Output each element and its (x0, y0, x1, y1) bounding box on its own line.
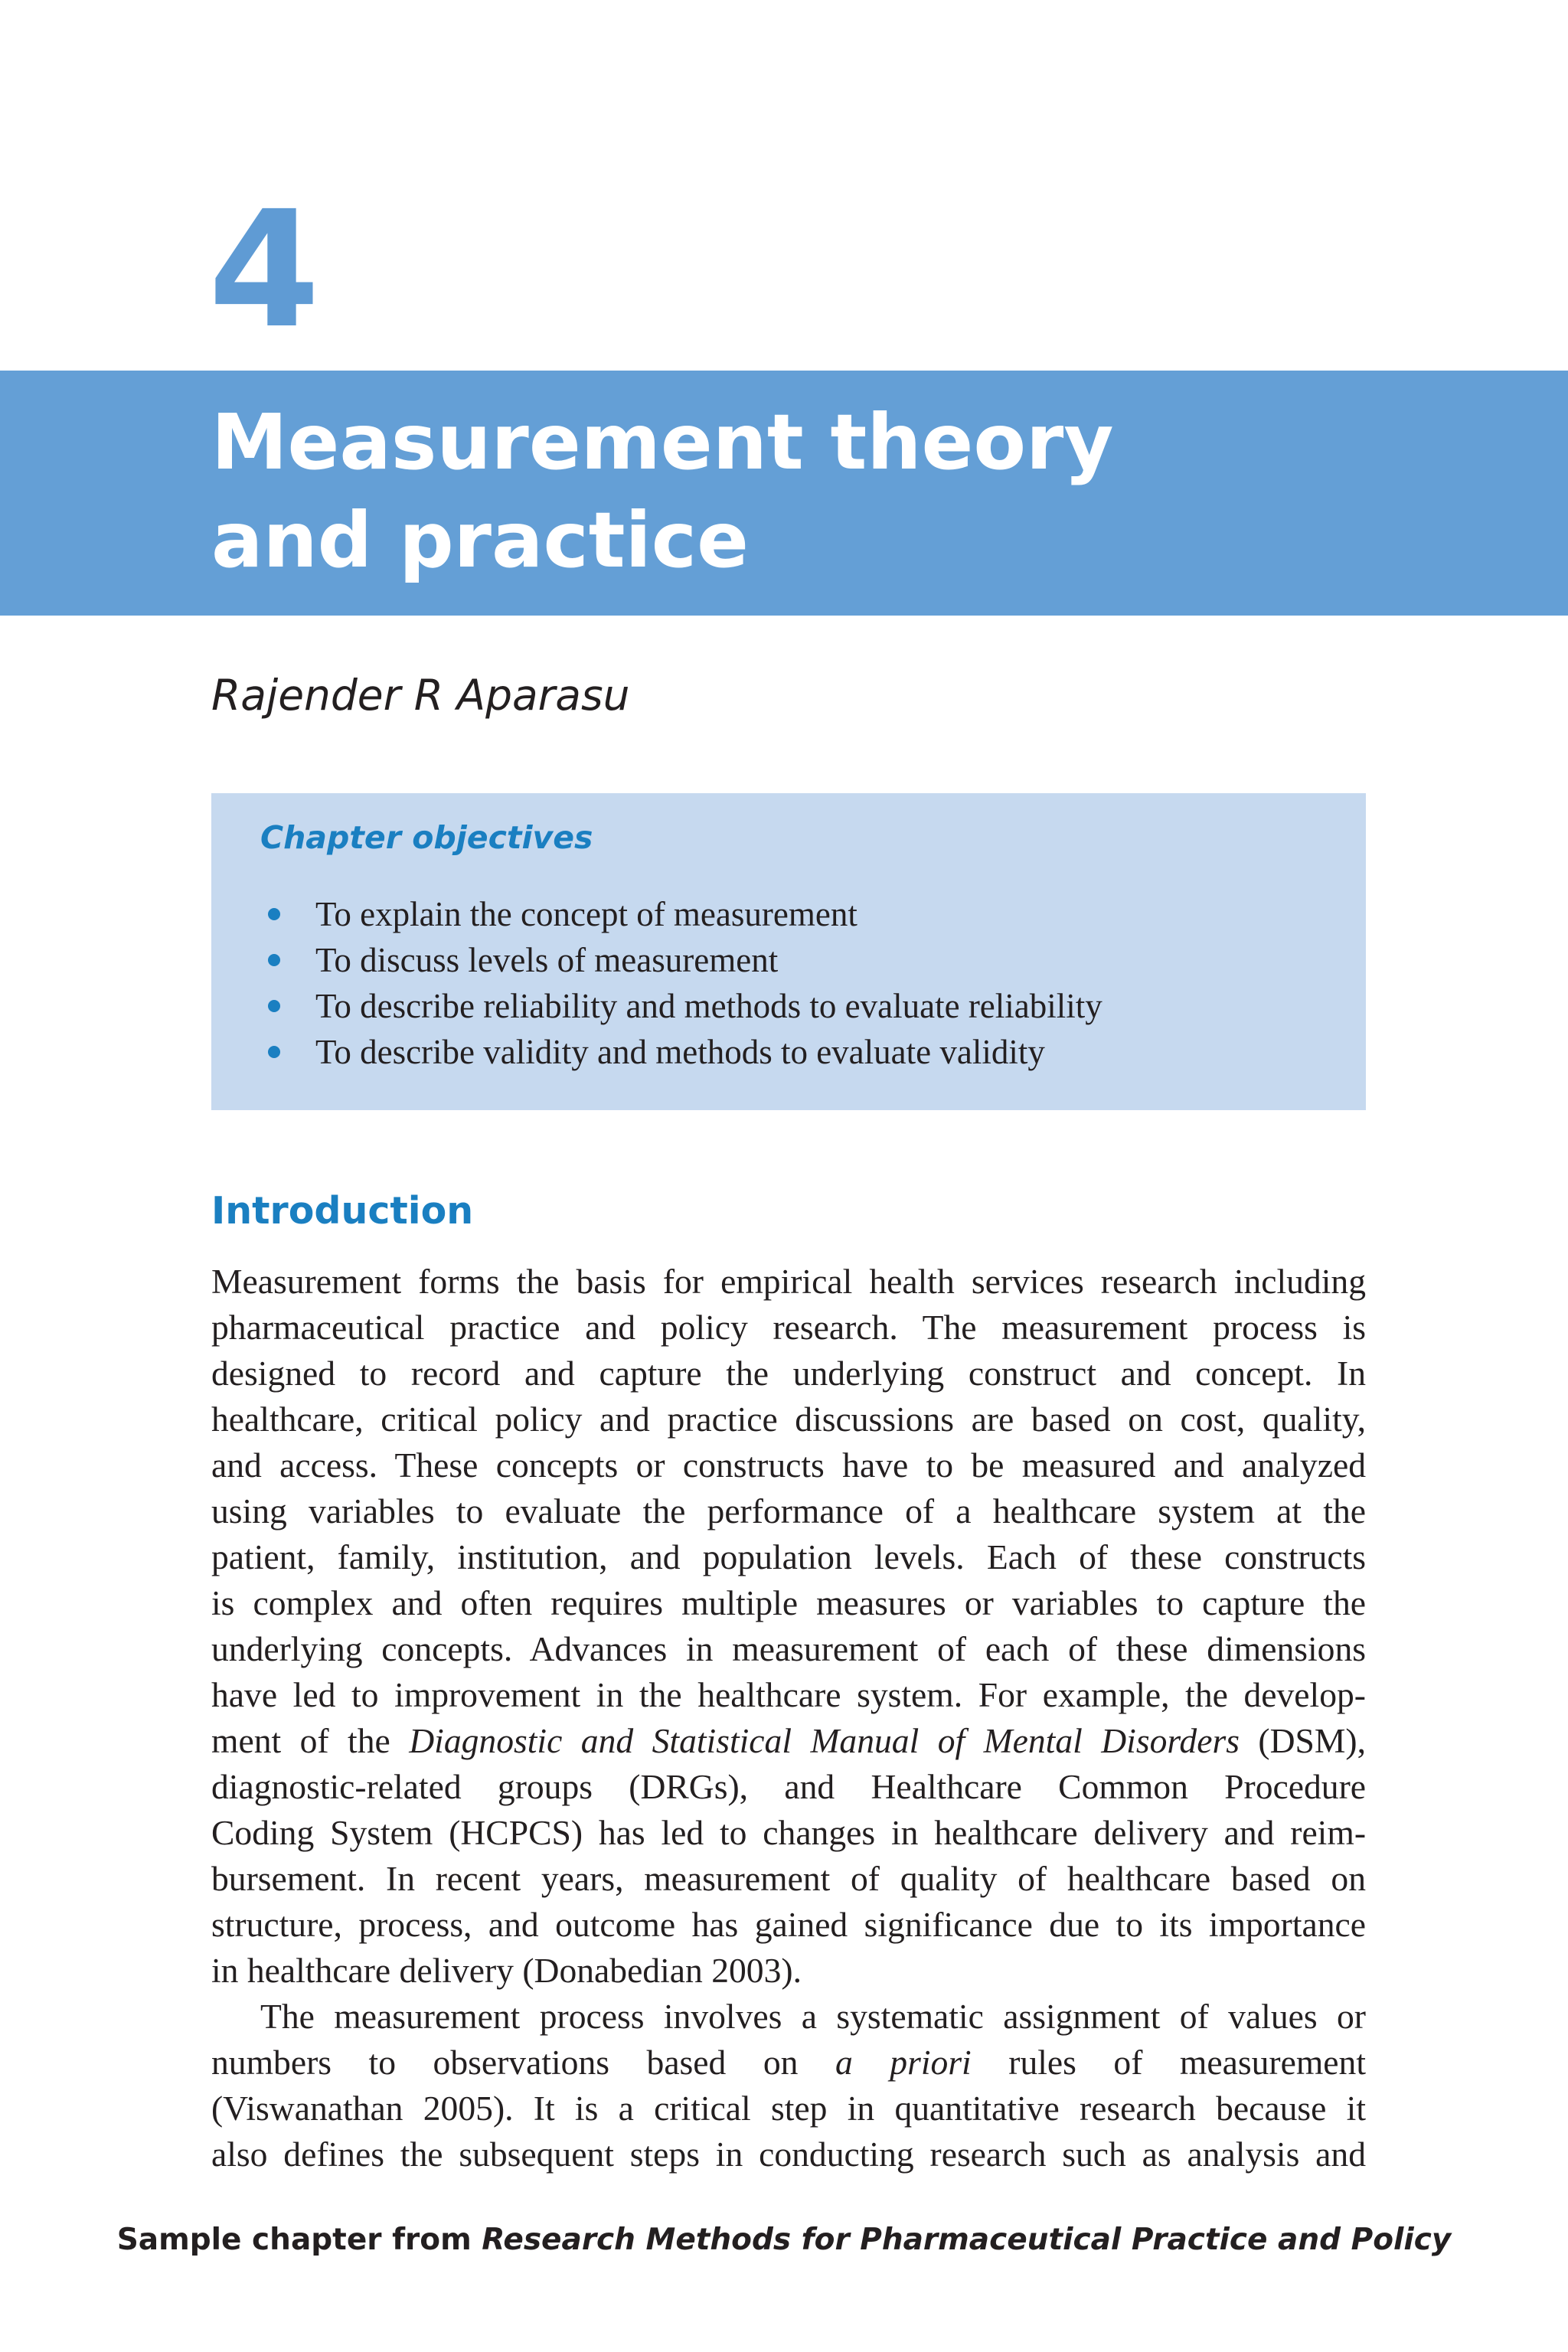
body-text-run: rules of measurement (971, 2043, 1366, 2082)
bullet-icon (268, 1046, 280, 1058)
objective-item (260, 891, 1102, 937)
body-line: healthcare, critical policy and practice discussions are based on cost, quality, (211, 1400, 1366, 1439)
body-line: Coding System (HCPCS) has led to changes in healthcare delivery and reim- (211, 1813, 1366, 1852)
body-line: have led to improvement in the healthcare system. For example, the develop- (211, 1675, 1366, 1714)
chapter-number: 4 (208, 176, 321, 364)
body-text-run: ment of the (211, 1721, 410, 1760)
objective-text: To discuss levels of measurement (315, 941, 779, 979)
objective-text: To describe validity and methods to evaluate validity (315, 1033, 1045, 1071)
a-priori-term: a priori (835, 2043, 972, 2082)
body-text-run: numbers to observations based on (211, 2043, 835, 2082)
objectives-list (260, 891, 1102, 1075)
objectives-heading: Chapter objectives (260, 819, 593, 856)
objective-item (260, 1029, 1102, 1075)
body-line: patient, family, institution, and population levels. Each of these constructs (211, 1537, 1366, 1576)
objective-text: To describe reliability and methods to evaluate reliability (315, 987, 1102, 1025)
body-line: pharmaceutical practice and policy research. The measurement process is (211, 1308, 1366, 1347)
body-line: also defines the subsequent steps in conducting research such as analysis and (211, 2135, 1366, 2174)
body-line: structure, process, and outcome has gained significance due to its importance (211, 1905, 1366, 1944)
body-line: is complex and often requires multiple measures or variables to capture the (211, 1583, 1366, 1622)
body-line: diagnostic-related groups (DRGs), and Healthcare Common Procedure (211, 1767, 1366, 1806)
author-name: Rajender R Aparasu (211, 671, 630, 720)
chapter-title-line-2: and practice (211, 495, 749, 585)
body-line (211, 1718, 1366, 1764)
body-line: underlying concepts. Advances in measurement of each of these dimensions (211, 1629, 1366, 1668)
body-line: The measurement process involves a systematic assignment of values or (260, 1997, 1366, 2036)
objective-item (260, 983, 1102, 1029)
introduction-heading: Introduction (211, 1189, 474, 1233)
dsm-title: Diagnostic and Statistical Manual of Mental Disorders (409, 1721, 1240, 1760)
body-line: using variables to evaluate the performance of a healthcare system at the (211, 1491, 1366, 1530)
objective-text: To explain the concept of measurement (315, 895, 858, 933)
footer-book-title: Research Methods for Pharmaceutical Practice and Policy (482, 2223, 1452, 2257)
body-line: Measurement forms the basis for empirical health services research including (211, 1262, 1366, 1301)
body-line: (Viswanathan 2005). It is a critical step in quantitative research because it (211, 2089, 1366, 2128)
chapter-title-line-1: Measurement theory (211, 397, 1114, 487)
introduction-body (211, 1259, 1366, 2177)
bullet-icon (268, 954, 280, 966)
footer-note (0, 2219, 1568, 2262)
body-line: and access. These concepts or constructs have to be measured and analyzed (211, 1446, 1366, 1485)
body-line: in healthcare delivery (Donabedian 2003). (211, 1951, 802, 1990)
objective-item (260, 937, 1102, 983)
chapter-objectives-box (211, 793, 1366, 1110)
footer-prefix: Sample chapter from (116, 2223, 482, 2257)
body-line: designed to record and capture the underlying construct and concept. In (211, 1354, 1366, 1393)
bullet-icon (268, 1000, 280, 1012)
bullet-icon (268, 908, 280, 920)
body-line (211, 2040, 1366, 2086)
chapter-title (211, 394, 1513, 590)
body-line: bursement. In recent years, measurement of quality of healthcare based on (211, 1859, 1366, 1898)
body-text-run: (DSM), (1239, 1721, 1366, 1760)
